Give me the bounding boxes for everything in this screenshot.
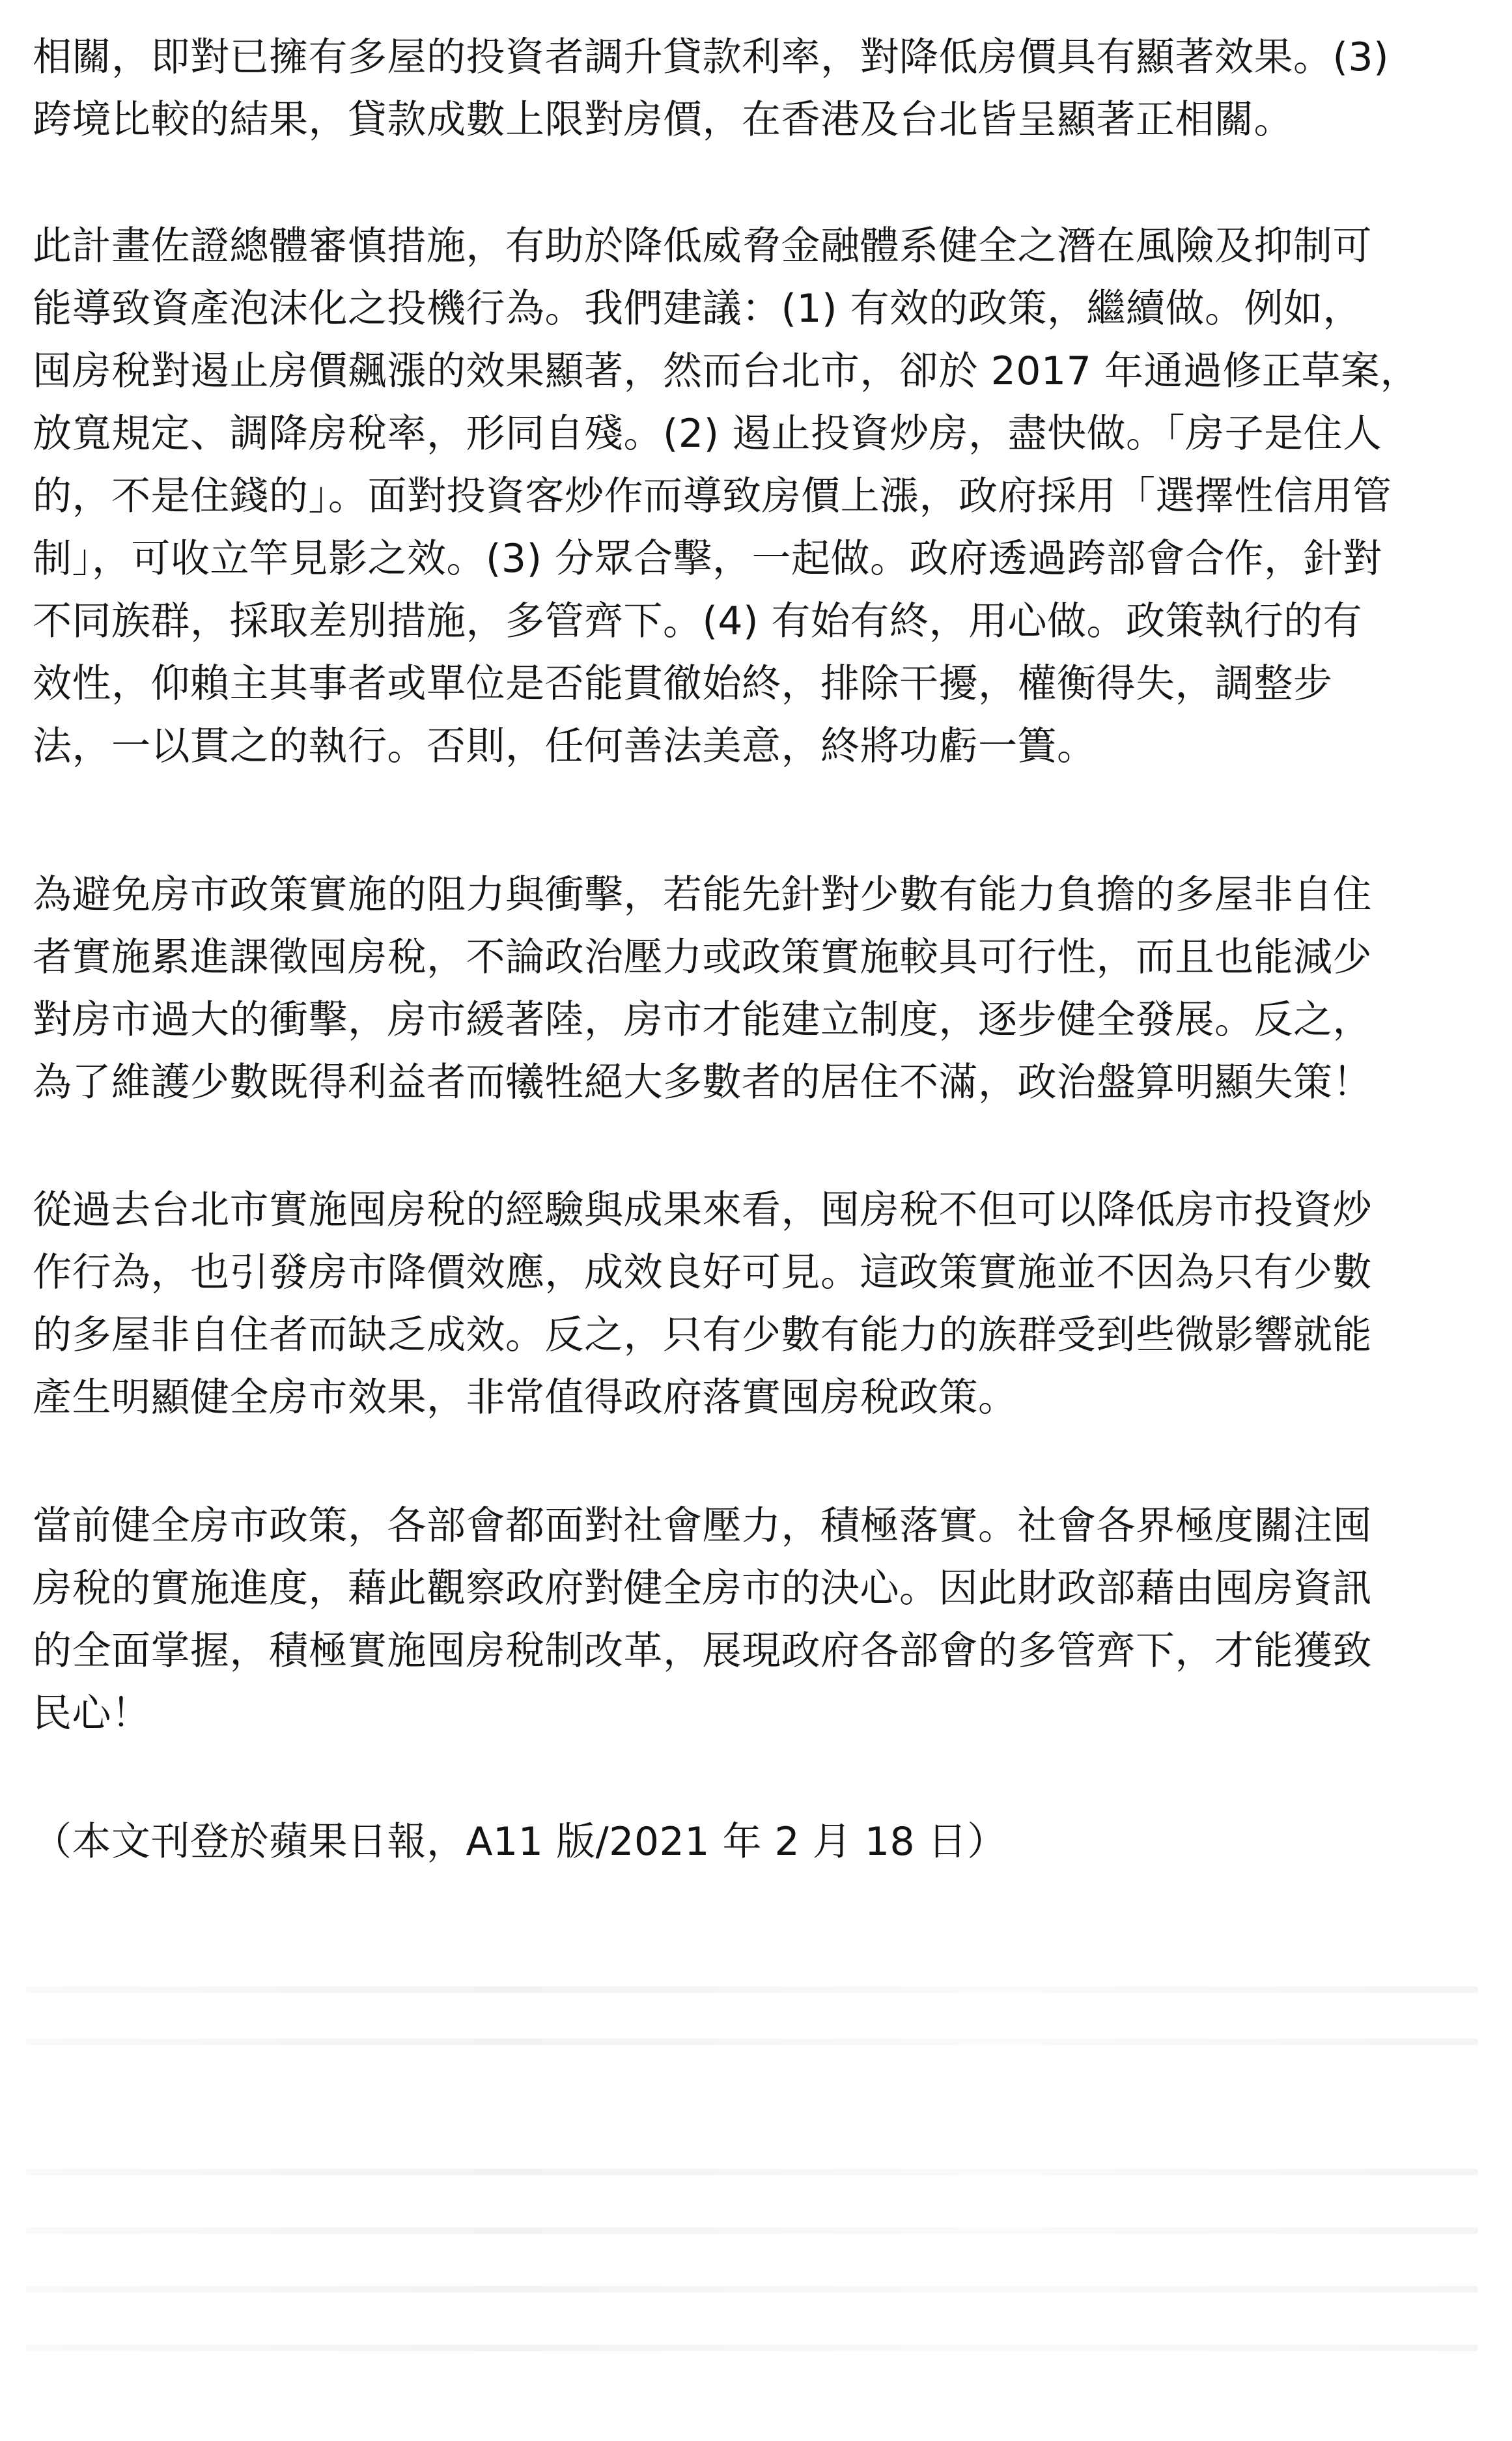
publication-note: [33, 1811, 1007, 1873]
text-line: 放寬規定、調降房稅率，形同自殘。(2) 遏止投資炒房，盡快做。「房子是住人: [33, 411, 1382, 457]
text-line: 產生明顯健全房市效果，非常值得政府落實囤房稅政策。: [33, 1375, 1018, 1420]
text-line: 作行為，也引發房市降價效應，成效良好可見。這政策實施並不因為只有少數: [33, 1250, 1372, 1295]
text-line: 法，一以貫之的執行。否則，任何善法美意，終將功虧一簣。: [33, 724, 1097, 769]
text-line: 為了維護少數既得利益者而犧牲絕大多數者的居住不滿，政治盤算明顯失策！: [33, 1060, 1372, 1105]
text-line: 對房市過大的衝擊，房市緩著陸，房市才能建立制度，逐步健全發展。反之，: [33, 997, 1372, 1043]
paragraph: [33, 26, 1389, 151]
text-line: 效性，仰賴主其事者或單位是否能貫徹始終，排除干擾，權衡得失，調整步: [33, 661, 1333, 707]
scan-bleed-line: [26, 2039, 1478, 2045]
text-line: 的多屋非自住者而缺乏成效。反之，只有少數有能力的族群受到些微影響就能: [33, 1312, 1372, 1358]
publication-note-text: （本文刊登於蘋果日報，A11 版/2021 年 2 月 18 日）: [33, 1819, 1007, 1865]
paragraph: [33, 864, 1372, 1114]
text-line: 相關，即對已擁有多屋的投資者調升貸款利率，對降低房價具有顯著效果。(3): [33, 35, 1389, 80]
text-line: 此計畫佐證總體審慎措施，有助於降低威脅金融體系健全之潛在風險及抑制可: [33, 223, 1372, 269]
text-line: 當前健全房市政策，各部會都面對社會壓力，積極落實。社會各界極度關注囤: [33, 1503, 1372, 1549]
paragraph: [33, 215, 1420, 778]
text-line: 房稅的實施進度，藉此觀察政府對健全房市的決心。因此財政部藉由囤房資訊: [33, 1566, 1372, 1611]
paragraph: [33, 1495, 1372, 1745]
scan-bleed-line: [26, 1986, 1478, 1993]
text-line: 者實施累進課徵囤房稅，不論政治壓力或政策實施較具可行性，而且也能減少: [33, 935, 1372, 980]
text-line: 不同族群，採取差別措施，多管齊下。(4) 有始有終，用心做。政策執行的有: [33, 599, 1363, 644]
scan-bleed-line: [26, 2169, 1478, 2175]
text-line: 制」，可收立竿見影之效。(3) 分眾合擊，一起做。政府透過跨部會合作，針對: [33, 536, 1382, 582]
scan-bleed-line: [26, 2286, 1478, 2293]
text-line: 跨境比較的結果，貸款成數上限對房價，在香港及台北皆呈顯著正相關。: [33, 97, 1293, 143]
text-line: 能導致資產泡沫化之投機行為。我們建議：(1) 有效的政策，繼續做。例如，: [33, 286, 1363, 332]
scan-bleed-line: [26, 2345, 1478, 2351]
scan-bleed-line: [26, 2227, 1478, 2234]
text-line: 民心！: [33, 1691, 151, 1736]
paragraph: [33, 1179, 1372, 1429]
text-line: 囤房稅對遏止房價飆漲的效果顯著，然而台北市，卻於 2017 年通過修正草案，: [33, 348, 1420, 394]
text-line: 為避免房市政策實施的阻力與衝擊，若能先針對少數有能力負擔的多屋非自住: [33, 872, 1372, 918]
text-line: 的全面掌握，積極實施囤房稅制改革，展現政府各部會的多管齊下，才能獲致: [33, 1628, 1372, 1674]
text-line: 從過去台北市實施囤房稅的經驗與成果來看，囤房稅不但可以降低房市投資炒: [33, 1187, 1372, 1233]
text-line: 的，不是住錢的」。面對投資客炒作而導致房價上漲，政府採用「選擇性信用管: [33, 473, 1392, 519]
